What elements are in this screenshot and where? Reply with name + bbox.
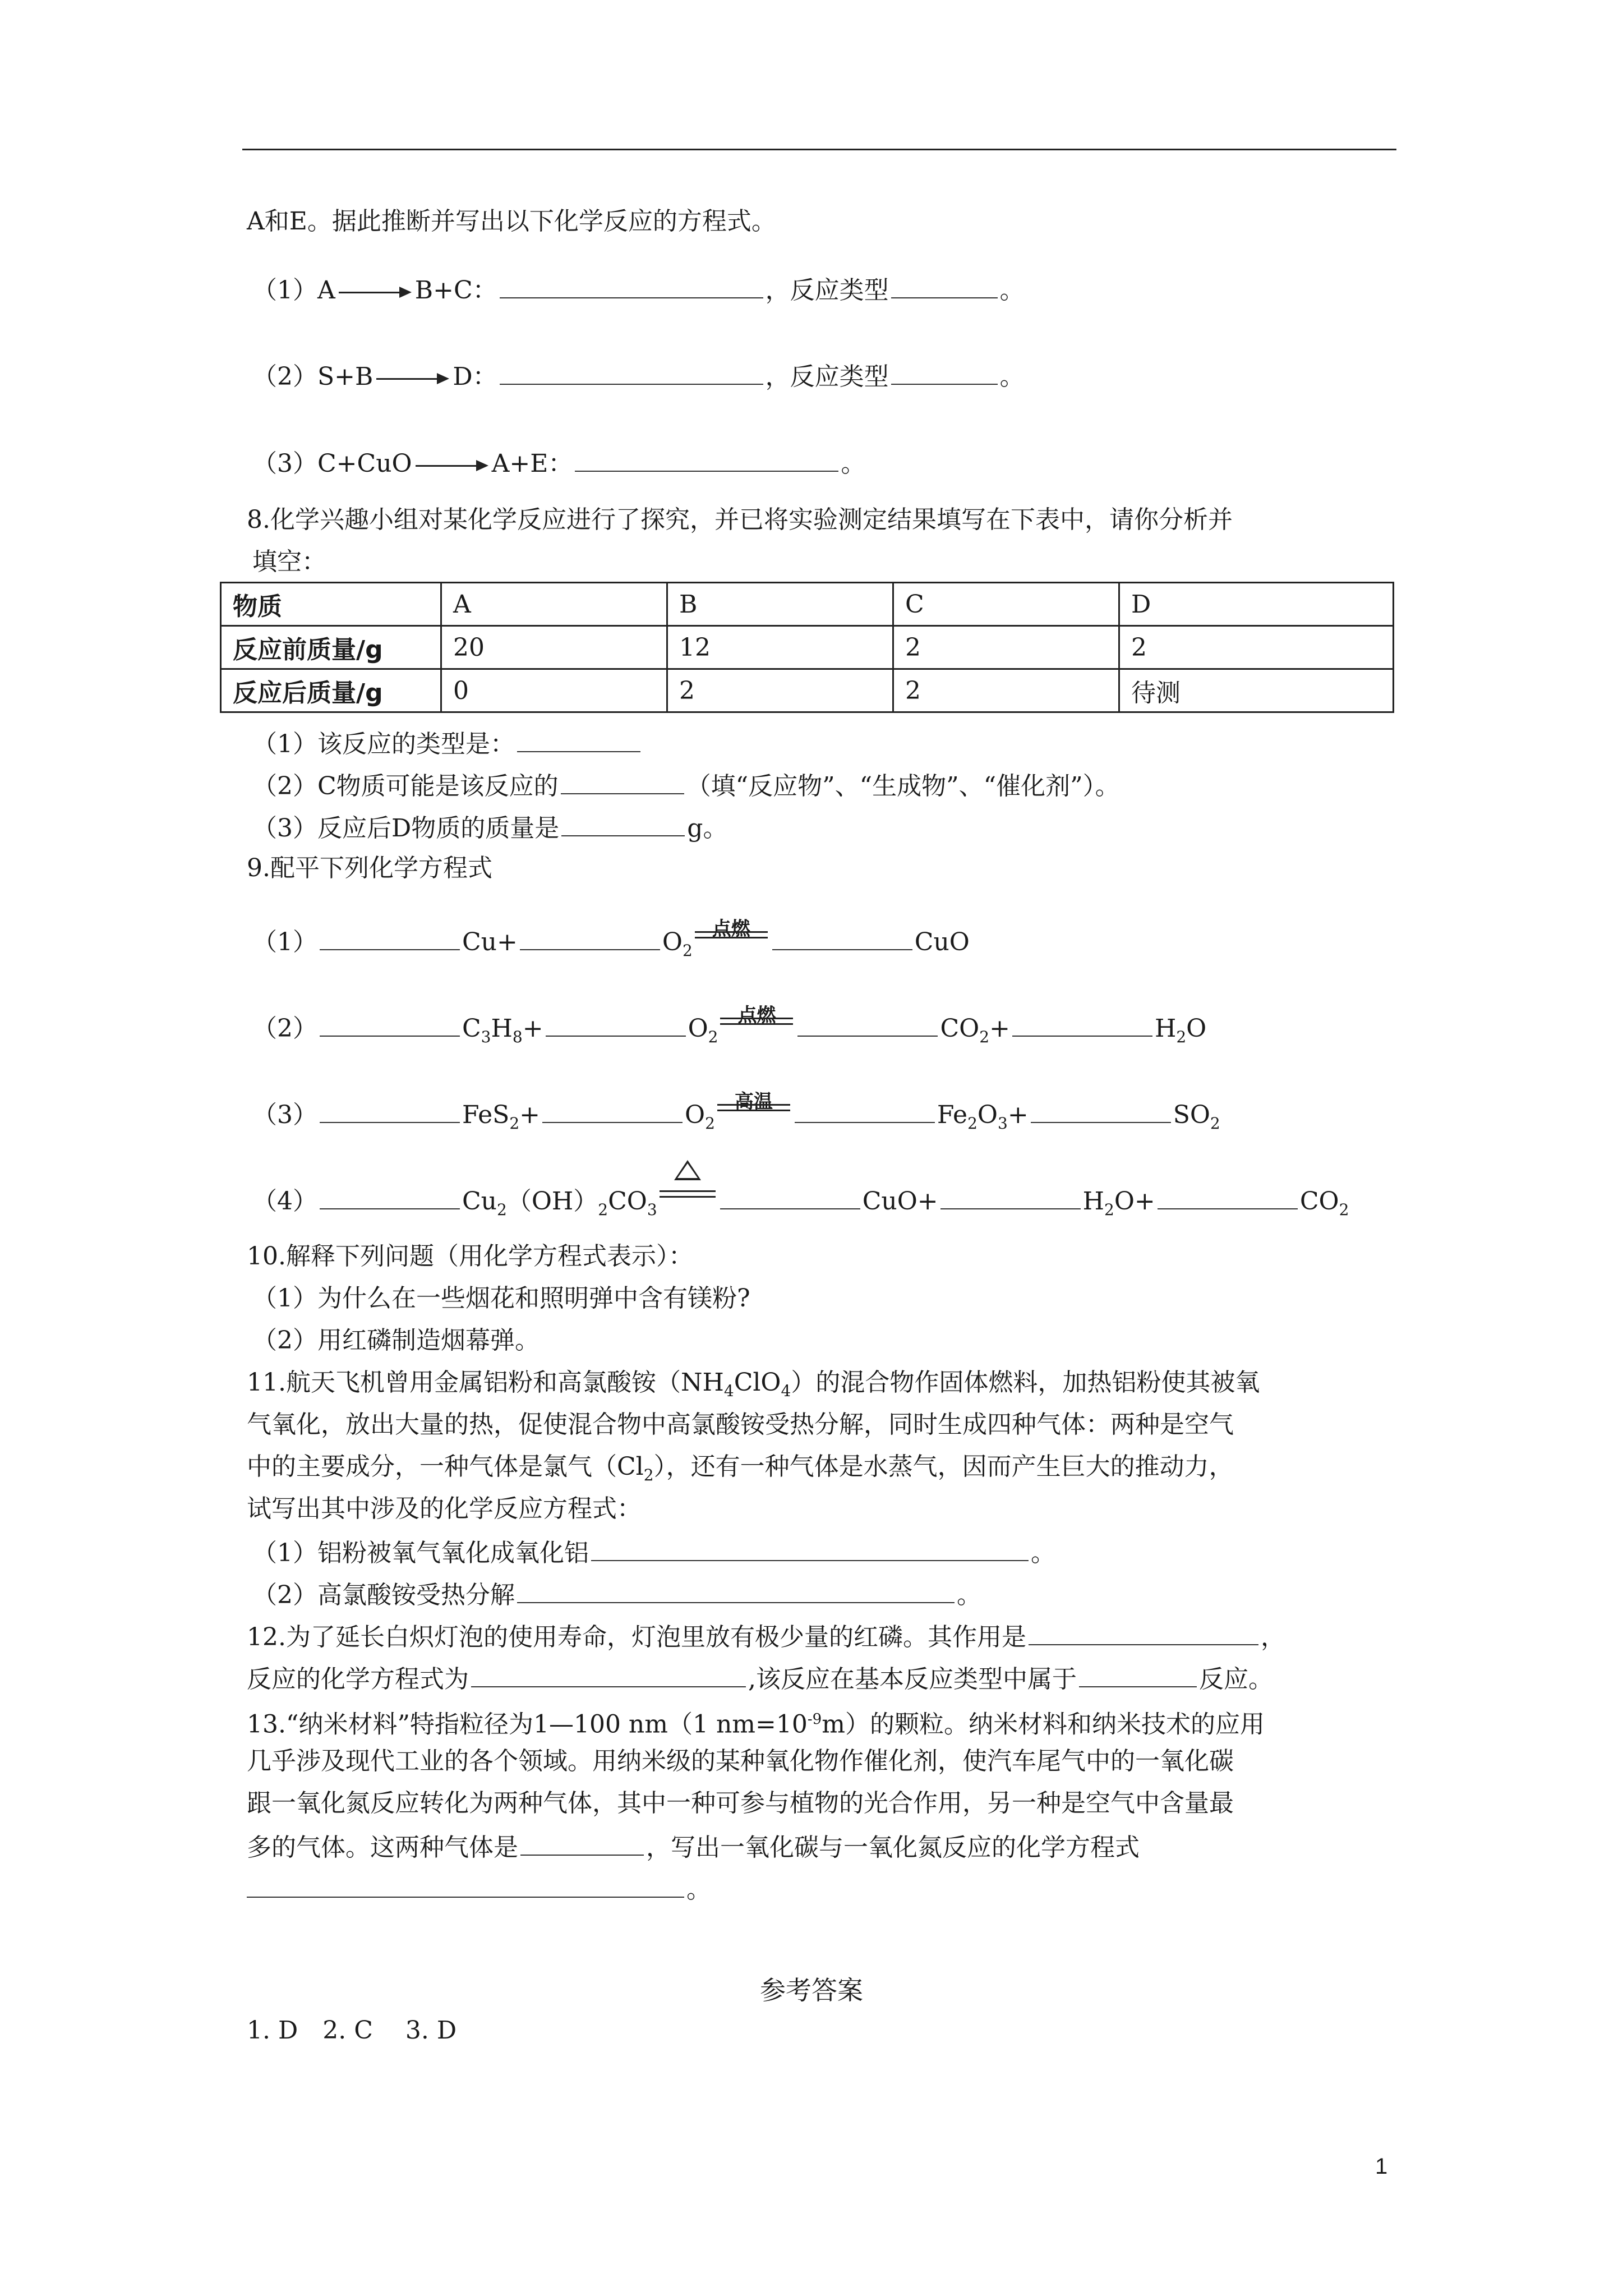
coefficient-blank[interactable]	[320, 1096, 460, 1123]
punct: 。	[999, 362, 1025, 391]
q7-part1-type-label: ，反应类型	[765, 276, 889, 305]
formula: +	[1007, 1101, 1029, 1129]
text: 多的气体。这两种气体是	[247, 1833, 518, 1862]
q7-part1-reactant: （1）A	[252, 276, 335, 305]
coefficient-blank[interactable]	[772, 923, 912, 950]
answer-blank[interactable]	[561, 809, 685, 836]
q8-sub2-hint: （填“反应物”、“生成物”、“催化剂”）。	[686, 772, 1120, 800]
q10-sub1: （1）为什么在一些烟花和照明弹中含有镁粉?	[252, 1284, 750, 1313]
table-cell: 12	[667, 626, 893, 669]
formula: Cu	[462, 1187, 497, 1216]
subscript: 2	[1104, 1200, 1114, 1219]
reaction-arrow-icon	[339, 287, 412, 298]
formula: CO	[608, 1187, 647, 1216]
heat-triangle-icon	[674, 1160, 701, 1180]
subscript: 2	[598, 1200, 608, 1219]
table-cell: 20	[441, 626, 667, 669]
answer-blank[interactable]	[247, 1871, 684, 1898]
condition-label: 高温	[734, 1091, 773, 1113]
formula: O	[662, 928, 683, 956]
answer-blank[interactable]	[891, 358, 998, 385]
condition-ignite	[695, 918, 768, 950]
table-header-cell: B	[667, 583, 893, 626]
answer-blank[interactable]	[891, 272, 998, 298]
reaction-arrow-icon	[376, 373, 449, 384]
q8-line2: 填空：	[252, 547, 326, 576]
subscript: 2	[705, 1114, 715, 1133]
subscript: 2	[708, 1027, 718, 1046]
subscript: 2	[979, 1027, 990, 1046]
coefficient-blank[interactable]	[520, 923, 660, 950]
subscript: 2	[509, 1114, 520, 1133]
punct: 。	[999, 276, 1025, 305]
q7-part2-products: D：	[453, 362, 497, 391]
q8-sub1-text: （1）该反应的类型是：	[252, 730, 515, 758]
subscript: 8	[512, 1027, 523, 1046]
subscript: 4	[723, 1381, 734, 1400]
table-cell: 2	[667, 669, 893, 712]
formula: O	[1186, 1014, 1207, 1043]
formula: O+	[1114, 1187, 1155, 1216]
q9-eq1	[252, 918, 970, 968]
q9-eq3	[252, 1091, 1220, 1140]
q8-sub1	[252, 725, 643, 761]
punct: ，	[1260, 1623, 1285, 1651]
punct: 。	[1031, 1539, 1055, 1567]
header-rule	[242, 149, 1396, 150]
q10-title: 10.解释下列问题（用化学方程式表示）：	[247, 1242, 693, 1271]
formula: H	[1082, 1187, 1105, 1216]
subscript: 2	[682, 941, 693, 960]
condition-ignite	[720, 1004, 793, 1037]
table-cell: 2	[1119, 626, 1394, 669]
q9-title: 9.配平下列化学方程式	[247, 854, 492, 882]
answer-blank[interactable]	[517, 725, 640, 752]
subscript: 2	[497, 1200, 507, 1219]
subscript: 2	[1176, 1027, 1187, 1046]
coefficient-blank[interactable]	[546, 1010, 686, 1037]
text: 13.“纳米材料”特指粒径为1—100 nm（1 nm=10	[247, 1710, 808, 1739]
table-cell: 2	[893, 626, 1119, 669]
q13-line2: 几乎涉及现代工业的各个领域。用纳米级的某种氧化物作催化剂，使汽车尾气中的一氧化碳	[247, 1747, 1234, 1775]
q8-sub2	[252, 767, 1120, 803]
coefficient-blank[interactable]	[320, 923, 460, 950]
subscript: 3	[998, 1114, 1008, 1133]
coefficient-blank[interactable]	[320, 1010, 460, 1037]
q12-line2	[247, 1660, 1273, 1696]
q7-part3	[252, 445, 865, 481]
text: ClO	[734, 1368, 781, 1397]
text: ,该反应在基本反应类型中属于	[748, 1665, 1077, 1694]
q7-part3-reactant: （3）C+CuO	[252, 449, 412, 478]
q7-part2	[252, 358, 1025, 394]
text: 12.为了延长白炽灯泡的使用寿命，灯泡里放有极少量的红磷。其作用是	[247, 1623, 1026, 1651]
q10-sub2: （2）用红磷制造烟幕弹。	[252, 1326, 540, 1355]
q13-line3: 跟一氧化氮反应转化为两种气体，其中一种可参与植物的光合作用，另一种是空气中含量最	[247, 1789, 1234, 1818]
q7-part1	[252, 272, 1025, 307]
reaction-arrow-icon	[416, 460, 488, 471]
q8-sub2-text: （2）C物质可能是该反应的	[252, 772, 559, 800]
q8-line1: 8.化学兴趣小组对某化学反应进行了探究，并已将实验测定结果填写在下表中，请你分析并	[247, 505, 1233, 534]
formula: CO	[1299, 1187, 1339, 1216]
text: 11.航天飞机曾用金属铝粉和高氯酸铵（NH	[247, 1368, 724, 1397]
formula: （OH）	[506, 1187, 598, 1216]
coefficient-blank[interactable]	[940, 1182, 1081, 1209]
subscript: 4	[781, 1381, 791, 1400]
q7-part1-products: B+C：	[414, 276, 497, 305]
text: ，写出一氧化碳与一氧化氮反应的化学方程式	[646, 1833, 1140, 1862]
table-cell: 待测	[1119, 669, 1394, 712]
formula: CuO	[914, 928, 970, 956]
table-header-cell: C	[893, 583, 1119, 626]
text: m）的颗粒。纳米材料和纳米技术的应用	[822, 1710, 1265, 1739]
eq-number: （3）	[252, 1101, 317, 1129]
formula: +	[519, 1101, 541, 1129]
formula: +	[522, 1014, 543, 1043]
table-cell: 2	[893, 669, 1119, 712]
answers-title: 参考答案	[760, 1975, 863, 2005]
formula: O	[688, 1014, 708, 1043]
answer-blank[interactable]	[561, 767, 684, 794]
q11-sub1	[252, 1534, 1055, 1570]
q13-line4	[247, 1829, 1140, 1865]
coefficient-blank[interactable]	[797, 1010, 938, 1037]
subscript: 2	[1339, 1200, 1349, 1219]
formula: H	[1154, 1014, 1177, 1043]
text: 反应的化学方程式为	[247, 1665, 469, 1694]
text: （2）高氯酸铵受热分解	[252, 1581, 515, 1609]
subscript: 2	[1210, 1114, 1220, 1133]
condition-label: 点燃	[737, 1004, 776, 1027]
formula: H	[491, 1014, 513, 1043]
text: （1）铝粉被氧气氧化成氧化铝	[252, 1539, 589, 1567]
answer-blank[interactable]	[520, 1829, 644, 1856]
text: 反应。	[1199, 1665, 1273, 1694]
answer-blank[interactable]	[1079, 1660, 1197, 1687]
eq-number: （2）	[252, 1014, 317, 1043]
table-cell: 反应前质量/g	[221, 626, 441, 669]
q9-eq4	[252, 1182, 1349, 1227]
coefficient-blank[interactable]	[320, 1182, 460, 1209]
formula: Cu+	[462, 928, 518, 956]
formula: O	[685, 1101, 706, 1129]
formula: CO	[940, 1014, 980, 1043]
coefficient-blank[interactable]	[720, 1182, 860, 1209]
answers-line: 1. D 2. C 3. D	[247, 2016, 457, 2045]
q9-eq2	[252, 1004, 1207, 1054]
subscript: 3	[647, 1200, 657, 1219]
table-header-cell: 物质	[221, 583, 441, 626]
q13-line1	[247, 1703, 1265, 1742]
table-cell: 0	[441, 669, 667, 712]
formula: +	[989, 1014, 1010, 1043]
formula: SO	[1173, 1101, 1210, 1129]
answer-blank[interactable]	[471, 1660, 746, 1687]
q11-line3	[247, 1450, 1234, 1492]
q11-line4: 试写出其中涉及的化学反应方程式：	[247, 1494, 642, 1523]
text: ）的混合物作固体燃料，加热铝粉使其被氧	[791, 1368, 1260, 1397]
q8-sub3-unit: g。	[687, 814, 728, 843]
punct: 。	[957, 1581, 981, 1609]
coefficient-blank[interactable]	[1158, 1182, 1298, 1209]
coefficient-blank[interactable]	[1031, 1096, 1171, 1123]
table-header-cell: D	[1119, 583, 1394, 626]
answer-blank[interactable]	[517, 1576, 955, 1603]
table-row	[221, 669, 1394, 712]
q12-line1	[247, 1618, 1285, 1654]
formula: Fe	[937, 1101, 968, 1129]
q7-part2-reactant: （2）S+B	[252, 362, 374, 391]
q7-intro: A和E。据此推断并写出以下化学反应的方程式。	[247, 207, 776, 236]
formula: O	[977, 1101, 998, 1129]
q8-sub3-text: （3）反应后D物质的质量是	[252, 814, 560, 843]
formula: C	[462, 1014, 481, 1043]
punct: 。	[841, 449, 866, 478]
text: 中的主要成分，一种气体是氯气（Cl	[247, 1452, 644, 1481]
superscript: -9	[807, 1711, 822, 1728]
table-header-cell: A	[441, 583, 667, 626]
q7-part3-products: A+E：	[491, 449, 573, 478]
coefficient-blank[interactable]	[795, 1096, 935, 1123]
q7-part2-type-label: ，反应类型	[765, 362, 889, 391]
condition-label: 点燃	[712, 918, 750, 940]
subscript: 2	[967, 1114, 978, 1133]
q8-sub3	[252, 809, 727, 845]
answer-blank[interactable]	[591, 1534, 1029, 1561]
answer-blank[interactable]	[575, 445, 838, 472]
eq-number: （1）	[252, 928, 317, 956]
eq-number: （4）	[252, 1187, 317, 1216]
answer-blank[interactable]	[1029, 1618, 1258, 1645]
table-row	[221, 626, 1394, 669]
coefficient-blank[interactable]	[542, 1096, 683, 1123]
subscript: 2	[643, 1465, 654, 1484]
q11-sub2	[252, 1576, 981, 1612]
q11-line1	[247, 1366, 1260, 1408]
answer-blank[interactable]	[500, 272, 763, 298]
formula: CuO+	[862, 1187, 938, 1216]
subscript: 3	[481, 1027, 491, 1046]
q8-data-table	[220, 582, 1394, 713]
q11-line2: 气氧化，放出大量的热，促使混合物中高氯酸铵受热分解，同时生成四种气体：两种是空气	[247, 1410, 1234, 1439]
text: ），还有一种气体是水蒸气，因而产生巨大的推动力，	[653, 1452, 1234, 1481]
formula: FeS	[462, 1101, 510, 1129]
table-header-row	[221, 583, 1394, 626]
table-cell: 反应后质量/g	[221, 669, 441, 712]
condition-heat	[660, 1187, 716, 1209]
coefficient-blank[interactable]	[1012, 1010, 1152, 1037]
page-number: 1	[1375, 2154, 1388, 2179]
punct: 。	[686, 1875, 711, 1904]
answer-blank[interactable]	[500, 358, 763, 385]
condition-high-temp	[717, 1091, 790, 1123]
q13-line5	[247, 1871, 711, 1907]
